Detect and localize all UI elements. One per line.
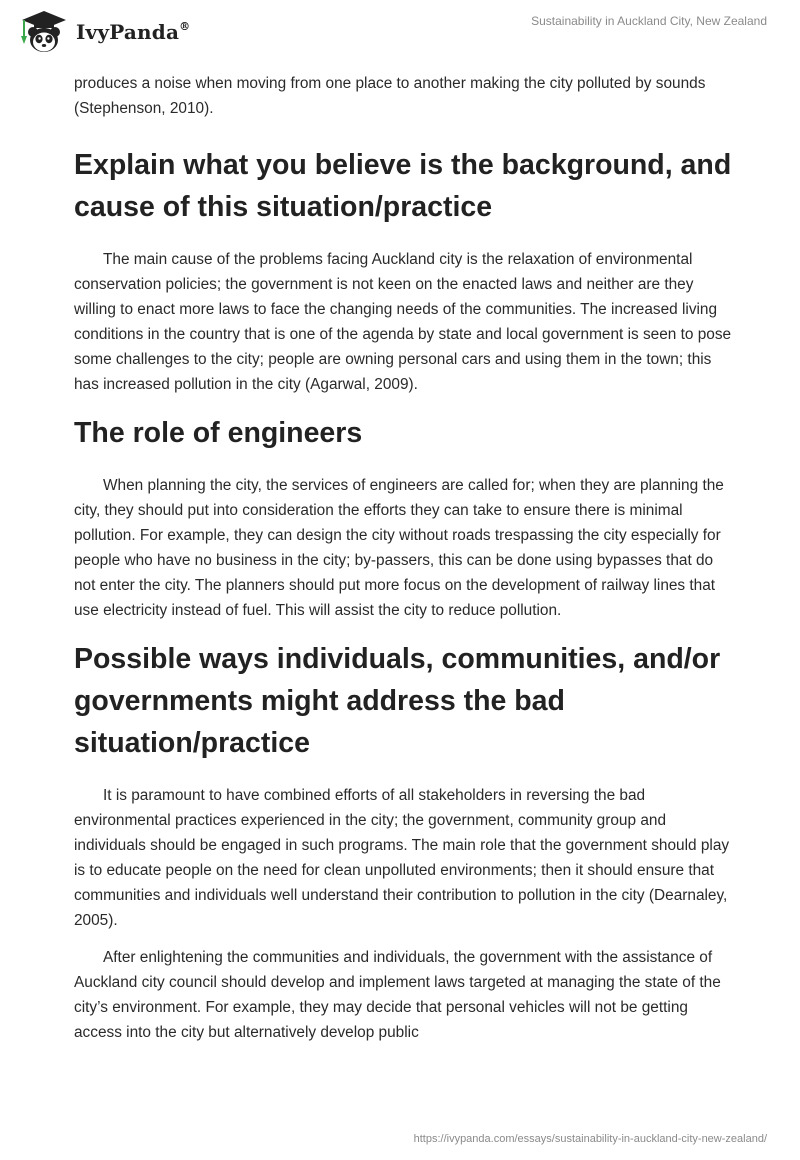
panda-graduation-cap-icon: [14, 8, 74, 56]
registered-mark: ®: [179, 20, 191, 33]
document-title: Sustainability in Auckland City, New Zealand: [531, 14, 767, 28]
section-heading-possible-ways: Possible ways individuals, communities, and/or governments might address the bad situation/practice: [74, 643, 721, 759]
section-heading-background: Explain what you believe is the background, and cause of this situation/practice: [74, 149, 732, 223]
article-body: [74, 71, 734, 1057]
brand-logo[interactable]: [14, 8, 190, 56]
paragraph: It is paramount to have combined efforts of all stakeholders in reversing the bad environmental practices experienced in the city; the government, community group and individuals should be engaged in such programs. The main role that the government should play is to educate people on the need for clean unpolluted environments; then it should ensure that communities and individuals well understand their contribution to pollution in the city (Dearnaley, 2005).: [74, 787, 730, 929]
brand-name: IvyPanda®: [76, 20, 191, 44]
section-heading-engineers: The role of engineers: [74, 417, 363, 449]
page-header: [0, 0, 800, 62]
source-url[interactable]: https://ivypanda.com/essays/sustainability-in-auckland-city-new-zealand/: [413, 1133, 767, 1145]
intro-paragraph: produces a noise when moving from one place to another making the city polluted by sounds (Stephenson, 2010).: [74, 75, 706, 117]
paragraph: The main cause of the problems facing Auckland city is the relaxation of environmental conservation policies; the government is not keen on the enacted laws and neither are they willing to enact more laws to face the changing needs of the communities. The increased living conditions in the country that is one of the agenda by state and local government is seen to pose some challenges to the city; people are owning personal cars and using them in the town; this has increased pollution in the city (Agarwal, 2009).: [74, 251, 732, 393]
paragraph: When planning the city, the services of engineers are called for; when they are planning the city, they should put into consideration the efforts they can take to ensure there is minimal pollution. For example, they can design the city without roads trespassing the city especially for people who have no business in the city; by-passers, this can be done using bypasses that do not enter the city. The planners should put more focus on the development of railway lines that use electricity instead of fuel. This will assist the city to reduce pollution.: [74, 477, 724, 619]
paragraph: After enlightening the communities and individuals, the government with the assistance of Auckland city council should develop and implement laws targeted at managing the state of the city’s environment. For example, they may decide that personal vehicles will not be getting access into the city but alternatively develop public: [74, 949, 721, 1041]
